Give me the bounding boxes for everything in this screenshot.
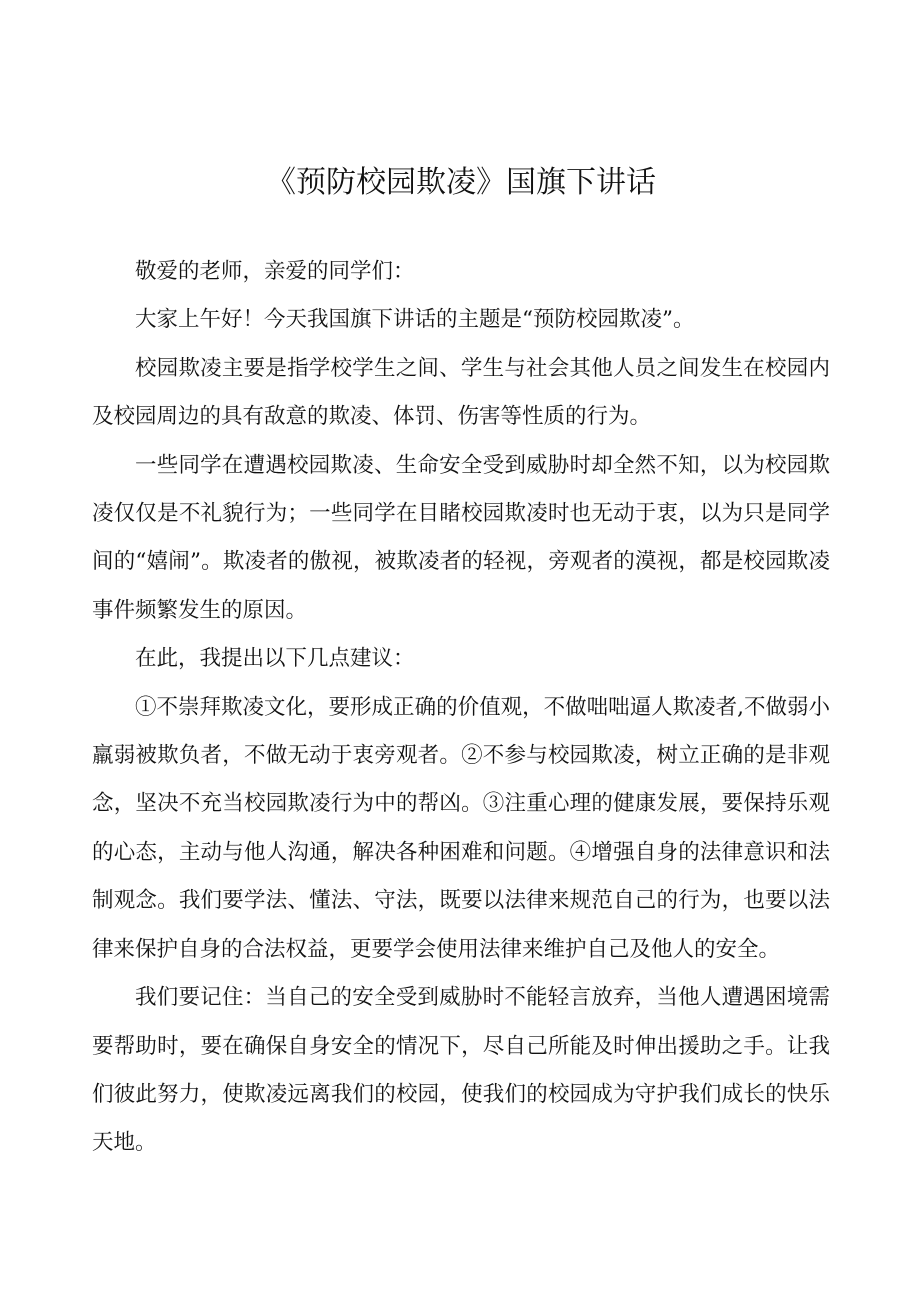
paragraph-suggestions-intro: 在此，我提出以下几点建议： — [135, 646, 415, 672]
document-title: 《预防校园欺凌》国旗下讲话 — [266, 165, 656, 200]
paragraph-conclusion: 我们要记住：当自己的安全受到威胁时不能轻言放弃，当他人遭遇困境需要帮助时，要在确保自身安全的情况下，尽自己所能及时伸出援助之手。让我们彼此努力，使欺凌远离我们的校园，使我们的校园成为守护我们成长的快乐天地。 — [92, 985, 830, 1156]
paragraph-greeting: 敬爱的老师，亲爱的同学们： — [135, 259, 415, 284]
paragraph-causes: 一些同学在遭遇校园欺凌、生命安全受到威胁时却全然不知，以为校园欺凌仅仅是不礼貌行为；一些同学在目睹校园欺凌时也无动于衷，以为只是同学间的“嬉闹”。欺凌者的傲视，被欺凌者的轻视，旁观者的漠视，都是校园欺凌事件频繁发生的原因。 — [92, 452, 830, 623]
document-body — [92, 248, 830, 1168]
paragraph-theme: 大家上午好！今天我国旗下讲话的主题是“预防校园欺凌”。 — [135, 307, 695, 333]
paragraph-definition: 校园欺凌主要是指学校学生之间、学生与社会其他人员之间发生在校园内及校园周边的具有敌意的欺凌、体罚、伤害等性质的行为。 — [92, 355, 830, 430]
paragraph-suggestions: ①不崇拜欺凌文化，要形成正确的价值观，不做咄咄逼人欺凌者,不做弱小羸弱被欺负者，不做无动于衷旁观者。②不参与校园欺凌，树立正确的是非观念，坚决不充当校园欺凌行为中的帮凶。③注重心理的健康发展，要保持乐观的心态，主动与他人沟通，解决各种困难和问题。④增强自身的法律意识和法制观念。我们要学法、懂法、守法，既要以法律来规范自己的行为，也要以法律来保护自身的合法权益，更要学会使用法律来维护自己及他人的安全。 — [92, 694, 830, 962]
